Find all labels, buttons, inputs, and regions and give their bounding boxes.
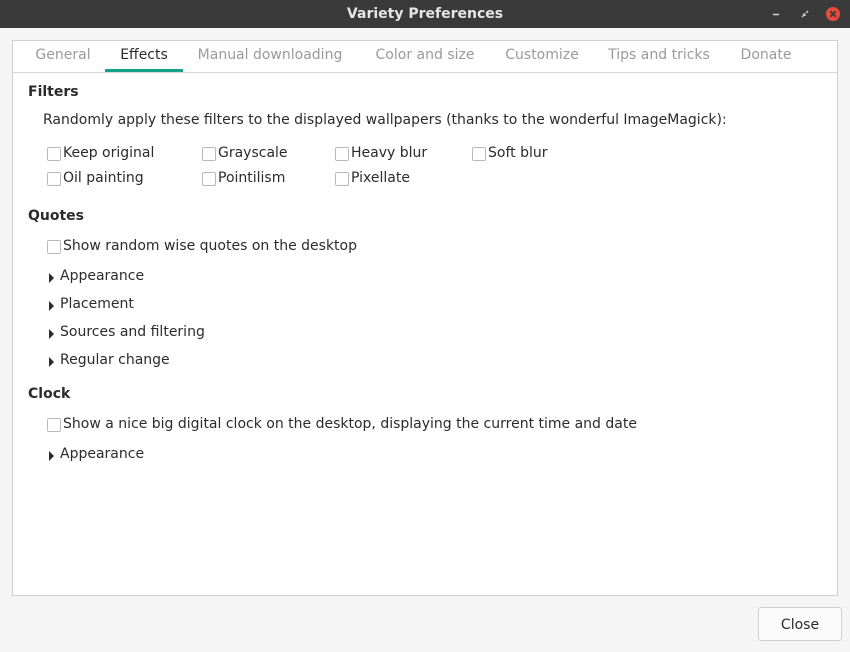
tab-tips-and-tricks[interactable]: Tips and tricks [608,47,710,63]
show-quotes-checkbox[interactable] [47,240,61,254]
tab-effects[interactable]: Effects [105,41,183,72]
tab-manual-downloading[interactable]: Manual downloading [197,47,343,63]
heavy-blur-label[interactable]: Heavy blur [351,145,428,161]
grayscale-label[interactable]: Grayscale [218,145,288,161]
pointilism-label[interactable]: Pointilism [218,170,286,186]
expander-arrow-icon [49,329,54,339]
pixellate-label[interactable]: Pixellate [351,170,410,186]
tab-donate[interactable]: Donate [740,47,792,63]
close-window-icon[interactable] [823,4,843,24]
pixellate-checkbox[interactable] [335,172,349,186]
tab-bar [13,41,837,73]
tab-customize[interactable]: Customize [505,47,579,63]
oil-painting-checkbox[interactable] [47,172,61,186]
window-titlebar [0,0,850,28]
show-clock-label[interactable]: Show a nice big digital clock on the desktop, displaying the current time and date [63,416,637,432]
show-quotes-label[interactable]: Show random wise quotes on the desktop [63,238,357,254]
window-title: Variety Preferences [346,6,504,22]
keep-original-checkbox[interactable] [47,147,61,161]
filters-heading: Filters [28,84,79,100]
preferences-panel: General Effects Manual downloading Color and size Customize Tips and tricks Donate Filters Randomly apply these filters to the displayed wallpapers (thanks to the wonderful ImageMagick): Keep original Grayscale Heavy blur Soft blur Oil painting Pointilism Pixellate Quotes Show random wise quotes on the desktop Appearance Placement Sources and filtering Regular change Clock Show a nice big digital clock on the desktop, displaying the current time and date Appearance [12,40,838,596]
expander-arrow-icon [49,357,54,367]
keep-original-label[interactable]: Keep original [63,145,155,161]
expander-arrow-icon [49,451,54,461]
heavy-blur-checkbox[interactable] [335,147,349,161]
tab-general[interactable]: General [35,47,91,63]
tab-color-and-size[interactable]: Color and size [375,47,475,63]
pointilism-checkbox[interactable] [202,172,216,186]
expander-arrow-icon [49,301,54,311]
soft-blur-checkbox[interactable] [472,147,486,161]
oil-painting-label[interactable]: Oil painting [63,170,144,186]
quotes-heading: Quotes [28,208,85,224]
grayscale-checkbox[interactable] [202,147,216,161]
close-button[interactable]: Close [758,607,842,641]
expander-arrow-icon [49,273,54,283]
soft-blur-label[interactable]: Soft blur [488,145,548,161]
show-clock-checkbox[interactable] [47,418,61,432]
minimize-icon[interactable] [766,4,786,24]
filters-description: Randomly apply these filters to the displayed wallpapers (thanks to the wonderful ImageMagick): [43,112,727,128]
clock-heading: Clock [28,386,71,402]
restore-icon[interactable] [795,4,815,24]
